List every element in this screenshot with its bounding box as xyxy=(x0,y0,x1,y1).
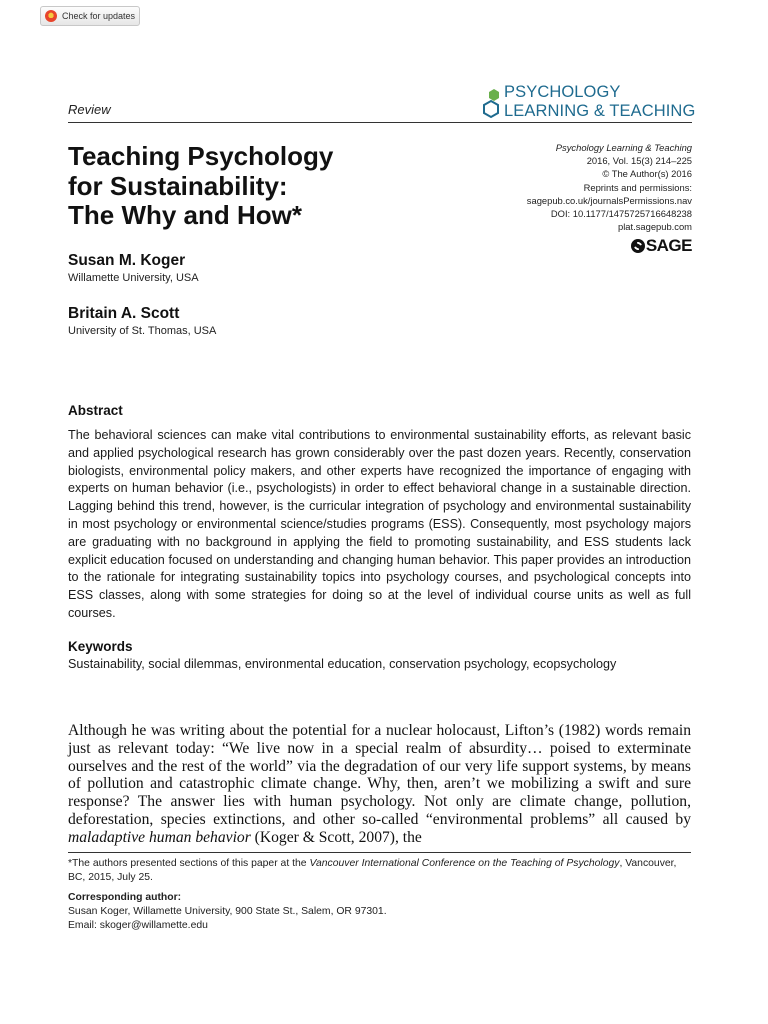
author-affiliation: Willamette University, USA xyxy=(68,272,199,284)
title-line3: The Why and How* xyxy=(68,200,302,230)
footnote-conference: Vancouver International Conference on the Teaching of Psychology xyxy=(309,858,620,869)
author-name: Britain A. Scott xyxy=(68,305,180,322)
corresponding-author-block xyxy=(68,891,387,934)
volume-info: 2016, Vol. 15(3) 214–225 xyxy=(586,155,692,167)
author-name: Susan M. Koger xyxy=(68,252,186,269)
sage-mark-icon xyxy=(631,239,645,253)
title-line2: for Sustainability: xyxy=(68,170,288,201)
footnote-text-end: , Vancouver, BC, 2015, July 25. xyxy=(68,858,677,883)
doi[interactable]: DOI: 10.1177/1475725716648238 xyxy=(550,208,692,220)
corresponding-author-email[interactable]: Email: skoger@willamette.edu xyxy=(68,920,208,932)
section-label: Review xyxy=(68,102,111,117)
journal-logo-line1: PSYCHOLOGY xyxy=(504,83,621,101)
corresponding-author-address: Susan Koger, Willamette University, 900 State St., Salem, OR 97301. xyxy=(68,906,387,918)
keywords-heading: Keywords xyxy=(68,639,133,654)
journal-name: Psychology Learning & Teaching xyxy=(555,142,692,153)
paper-title xyxy=(68,142,398,231)
reprints-link[interactable]: sagepub.co.uk/journalsPermissions.nav xyxy=(526,194,692,206)
check-for-updates-button[interactable] xyxy=(40,6,140,26)
abstract-heading: Abstract xyxy=(68,403,123,418)
body-paragraph xyxy=(68,722,691,847)
journal-site-link[interactable]: plat.sagepub.com xyxy=(617,221,692,233)
author-affiliation: University of St. Thomas, USA xyxy=(68,325,217,337)
crossmark-icon xyxy=(45,10,57,22)
body-text-end: (Koger & Scott, 2007), the xyxy=(250,828,422,846)
footnote xyxy=(68,857,691,885)
header-rule xyxy=(68,122,692,123)
copyright: © The Author(s) 2016 xyxy=(602,168,692,180)
journal-logo-line2: LEARNING & TEACHING xyxy=(504,102,696,120)
body-text-start: Although he was writing about the potential for a nuclear holocaust, Lifton’s (1982) words remain just as relevant today: “We live now in a special realm of absurdity… poised to exterminate ourselves and the rest of the world” via the degradation of our very life support systems, by means of pollution and catastrophic climate change. Why, then, aren’t we mobilizing a swift and sure response? The answer lies with human psychology. Not only are climate change, pollution, deforestation, species extinctions, and other so-called “environmental problems” all caused by xyxy=(68,722,691,828)
publication-info xyxy=(527,141,692,233)
reprints-label: Reprints and permissions: xyxy=(583,181,692,193)
sage-logo xyxy=(631,237,692,255)
journal-logo xyxy=(480,83,696,121)
body-emphasis: maladaptive human behavior xyxy=(68,828,251,846)
footnote-rule xyxy=(68,852,691,853)
hexagon-logo-icon xyxy=(480,85,502,119)
keywords-text: Sustainability, social dilemmas, environmental education, conservation psychology, ecopsychology xyxy=(68,657,617,671)
footnote-text-start: *The authors presented sections of this paper at the xyxy=(68,858,310,869)
sage-logo-text: SAGE xyxy=(645,236,692,255)
corresponding-author-heading: Corresponding author: xyxy=(68,892,182,903)
check-for-updates-label: Check for updates xyxy=(62,11,136,21)
abstract-text: The behavioral sciences can make vital contributions to environmental sustainability efforts, as relevant basic and applied psychological research has grown considerably over the past dozen years. Recently, conservation biologists, environmental policy makers, and other experts have recognized the importance of engaging with experts on human behavior (i.e., psychologists) in order to effect behavioral change in a sustainable direction. Lagging behind this trend, however, is the curricular integration of psychology and environmental sustainability in most psychology or environmental science/studies programs (ESS). Consequently, most psychology majors are graduating with no background in applying the field to promoting sustainability, and ESS students lack explicit education focused on understanding and changing human behavior. This paper provides an introduction to the rationale for integrating sustainability topics into psychology courses, and psychological concepts into ESS classes, along with some strategies for doing so at the level of individual course units as well as full courses. xyxy=(68,428,691,620)
journal-logo-text xyxy=(504,83,695,121)
title-line1: Teaching Psychology xyxy=(68,141,334,171)
